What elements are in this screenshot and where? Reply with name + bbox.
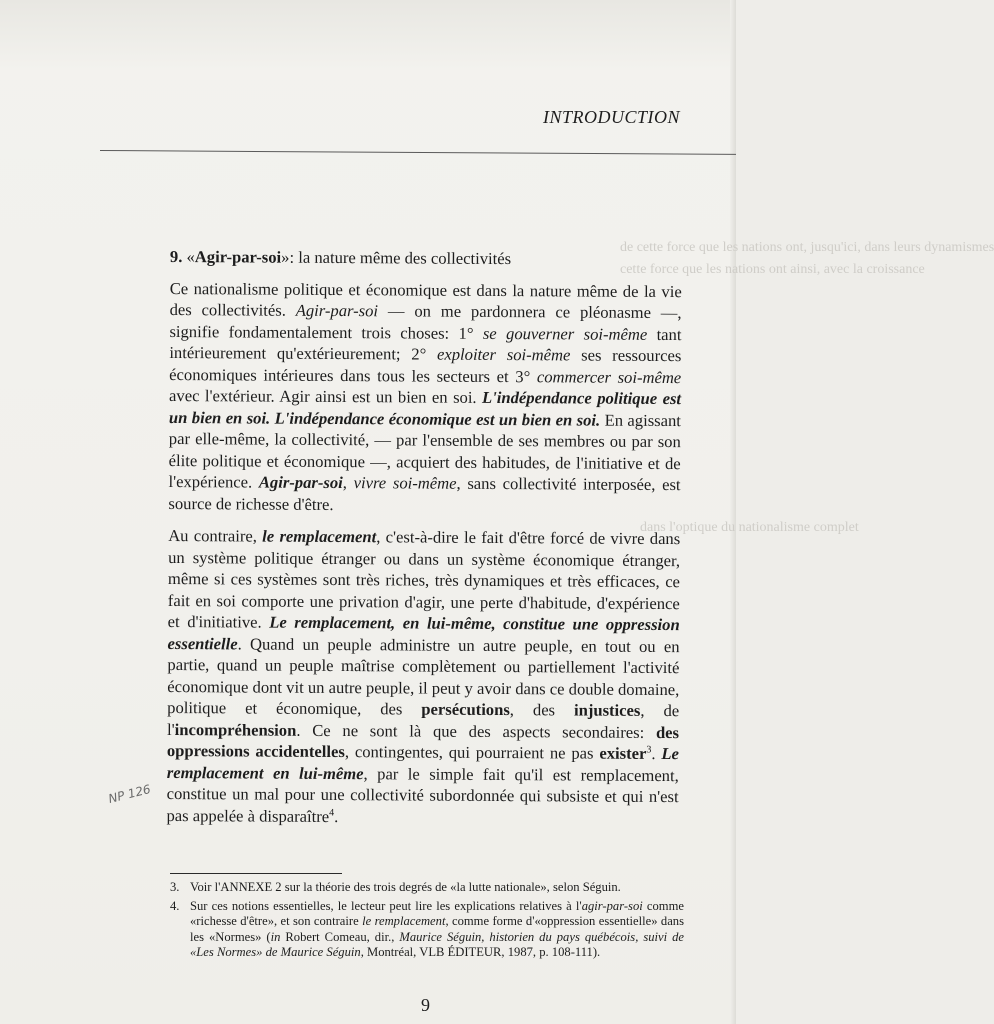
text-run: Agir-par-soi <box>295 300 379 321</box>
footnote-3 <box>170 880 684 896</box>
header-rule <box>100 150 736 155</box>
text-run: exploiter soi-même <box>436 344 571 365</box>
footnote-4 <box>170 899 684 961</box>
text-run: Le remplacement, en lui-même, constitue une oppression essentielle <box>167 612 680 653</box>
text-run: , de l' <box>166 700 680 739</box>
text-run: Ce nationalisme politique et économique est dans la nature même de la vie des collectivités. <box>169 278 682 320</box>
footnote-text: Voir l'ANNEXE 2 sur la théorie des trois degrés de «la lutte nationale», selon Séguin. <box>190 880 621 894</box>
body-text <box>166 246 682 829</box>
text-run: . Quand un peuple administre un autre peuple, en tout ou en partie, quand un peuple maîtrise complètement ou partiellement l'activité économique dont vit un autre peuple, il peut y avoir dans ce double domaine, politique et économique, des <box>167 633 680 719</box>
text-run: , sans collectivité interposée, est source de richesse d'être. <box>168 473 681 514</box>
text-run: le remplacement <box>262 526 377 547</box>
handwritten-margin-note: NP 126 <box>106 782 152 806</box>
text-run: , <box>342 473 354 493</box>
text-run: incompréhension <box>174 719 297 740</box>
section-title-rest: : la nature même des collectivités <box>289 247 512 269</box>
footnote-ref-3: 3 <box>646 744 652 756</box>
text-run: agir-par-soi <box>581 898 643 913</box>
footnotes <box>170 880 684 964</box>
text-run: le remplacement <box>362 914 446 928</box>
paragraph-2 <box>166 525 680 829</box>
paragraph-1 <box>168 277 681 517</box>
text-run: L'indépendance politique est un bien en soi. L'indépendance économique est un bien en soi. <box>168 387 682 430</box>
text-run: commercer soi-même <box>536 366 682 387</box>
text-run: se gouverner soi-même <box>482 323 648 344</box>
text-run: Robert Comeau, dir., <box>280 929 400 944</box>
text-run: — on me pardonnera ce pléonasme —, signifie fondamentalement trois choses: 1° <box>169 301 682 343</box>
text-run: avec l'extérieur. Agir ainsi est un bien en soi. <box>169 385 483 407</box>
page-number: 9 <box>421 995 430 1015</box>
text-run: Sur ces notions essentielles, le lecteur peut lire les explications relatives à l' <box>190 898 582 913</box>
show-through-text: de cette force que les nations ont, jusqu'ici, dans leurs dynamismes <box>620 240 994 255</box>
text-run: En agissant par elle-même, la collectivité, — par l'ensemble de ses membres ou par son élite politique et économique —, acquiert des habitudes, de l'initiative et de l'expérience. <box>168 410 682 492</box>
text-run: , comme forme d'«oppression essentielle» dans les «Normes» ( <box>190 914 684 944</box>
text-run: Au contraire, <box>168 525 263 546</box>
text-run: . <box>334 806 339 826</box>
text-run: . <box>651 743 662 764</box>
running-header: INTRODUCTION <box>542 107 680 127</box>
text-run: in <box>270 929 281 944</box>
text-run: Maurice Séguin, historien du pays québécois, suivi de «Les Normes» de Maurice Séguin <box>190 929 684 959</box>
show-through-text: dans l'optique du nationalisme complet <box>640 520 859 535</box>
section-number: 9. <box>169 246 183 267</box>
text-run: , des <box>509 700 575 720</box>
text-run: exister <box>599 743 647 763</box>
text-run: , par le simple fait qu'il est remplacement, constitue un mal pour une collectivité subordonnée qui subsiste et qui n'est pas appelée à disparaître <box>166 763 679 826</box>
text-run: persécutions <box>421 699 510 720</box>
text-run: , contingentes, qui pourraient ne pas <box>344 742 600 763</box>
footnote-number: 4. <box>170 898 180 913</box>
section-title <box>170 246 682 271</box>
text-run: ses ressources économiques intérieures dans tous les secteurs et 3° <box>169 345 682 386</box>
text-run: Le remplacement en lui-même <box>166 744 679 783</box>
footnote-ref-4: 4 <box>329 806 335 818</box>
section-title-keyword: Agir-par-soi <box>194 247 282 267</box>
text-run: , Montréal, VLB ÉDITEUR, 1987, p. 108-111). <box>360 945 601 959</box>
show-through-text: cette force que les nations ont ainsi, avec la croissance <box>620 262 925 277</box>
quote-open: « <box>186 247 195 267</box>
scan-top-shadow <box>0 0 736 70</box>
quote-close: » <box>281 247 290 267</box>
footnote-rule <box>170 873 342 874</box>
text-run: , c'est-à-dire le fait d'être forcé de vivre dans un système politique étranger ou dans un système économique étranger, même si ces systèmes sont très riches, très dynamiques et très efficaces, ce fait en soi comporte une privation d'agir, une perte d'habitude, d'expérience et d'initiative. <box>167 527 681 632</box>
text-run: . Ce ne sont là que des aspects secondaires: <box>296 720 657 742</box>
footnote-text <box>190 899 684 961</box>
text-run: Agir-par-soi <box>258 472 343 493</box>
text-run: des oppressions accidentelles <box>166 722 680 762</box>
text-run: tant intérieurement qu'extérieurement; 2° <box>169 324 682 364</box>
text-run: vivre soi-même <box>353 473 457 493</box>
text-run: injustices <box>573 700 641 720</box>
text-run: comme «richesse d'être», et son contraire <box>190 898 684 928</box>
footnote-number: 3. <box>170 880 180 894</box>
